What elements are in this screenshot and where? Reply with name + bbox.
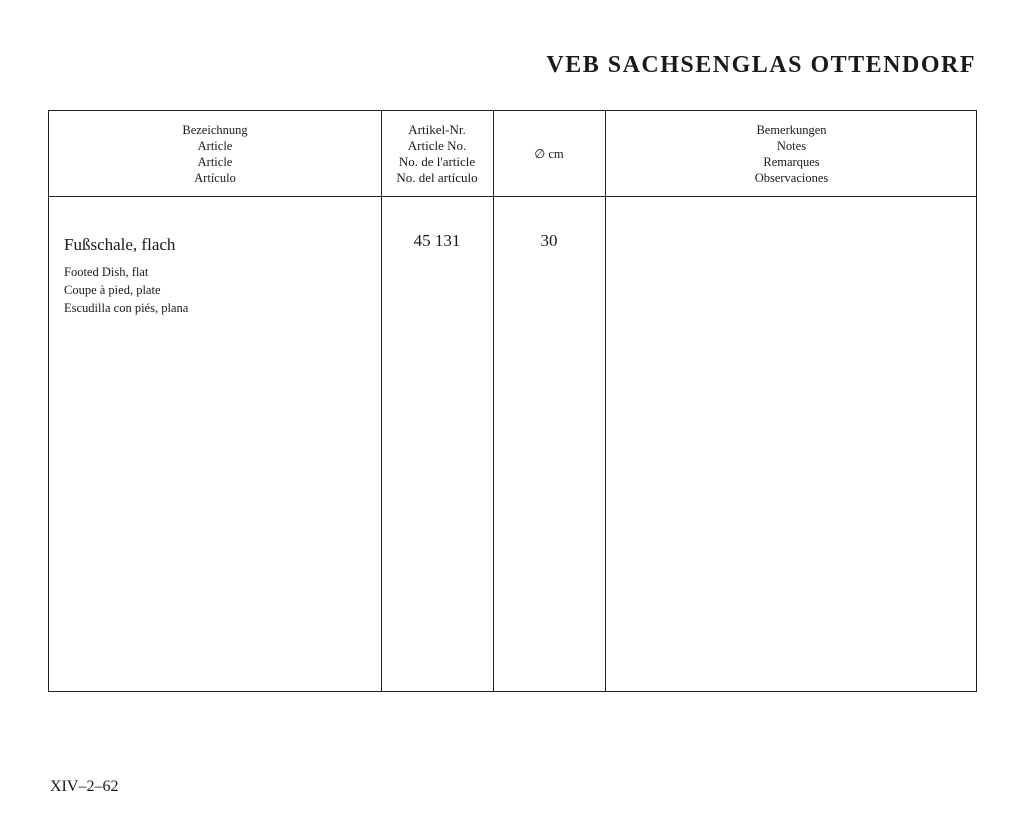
column-divider [381, 111, 382, 691]
header-divider [49, 196, 976, 197]
item-name-fr: Coupe à pied, plate [64, 283, 161, 297]
page-code: XIV–2–62 [50, 778, 119, 795]
company-title: VEB SACHSENGLAS OTTENDORF [546, 52, 976, 78]
item-diameter: 30 [540, 231, 558, 250]
header-diameter-label: ∅ cm [534, 146, 564, 161]
item-article-number: 45 131 [413, 231, 461, 250]
header-remarks [605, 111, 978, 196]
header-article-number-de: Artikel-Nr. [408, 121, 466, 137]
catalog-table [48, 110, 977, 692]
header-article-number-es: No. del artículo [396, 169, 478, 185]
header-remarks-es: Observaciones [754, 170, 829, 185]
column-divider [493, 111, 494, 691]
header-article-number-en: Article No. [407, 137, 467, 153]
column-divider [605, 111, 606, 691]
header-designation [49, 111, 381, 196]
item-name-en: Footed Dish, flat [64, 265, 149, 279]
header-designation-fr: Article [197, 154, 233, 169]
header-designation-en: Article [197, 138, 233, 153]
header-designation-es: Artículo [194, 170, 236, 185]
header-remarks-fr: Remarques [763, 154, 820, 169]
header-article-number [381, 111, 493, 196]
header-designation-de: Bezeichnung [182, 122, 248, 137]
header-article-number-fr: No. de l'article [398, 153, 476, 169]
item-name-de: Fußschale, flach [64, 235, 176, 254]
header-remarks-en: Notes [776, 138, 807, 153]
item-name-es: Escudilla con piés, plana [64, 301, 189, 315]
item-description [64, 235, 188, 317]
header-diameter [493, 111, 605, 196]
header-remarks-de: Bemerkungen [756, 122, 827, 137]
